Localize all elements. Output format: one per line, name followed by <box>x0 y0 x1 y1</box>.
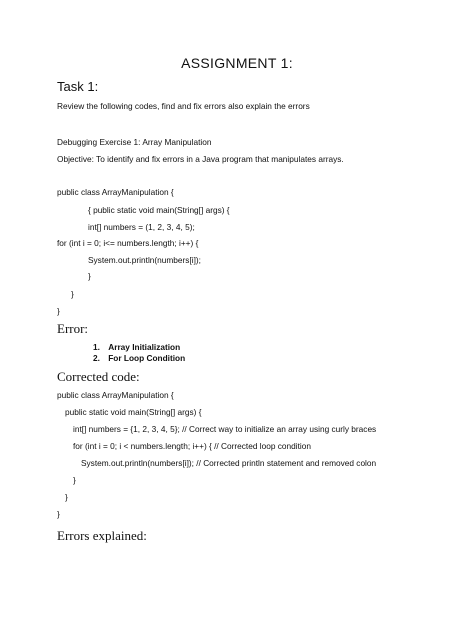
code-line: } <box>57 509 60 519</box>
code-line: public static void main(String[] args) { <box>65 407 202 417</box>
code-line: System.out.println(numbers[i]); // Corrected println statement and removed colon <box>81 458 377 468</box>
code-line: int[] numbers = (1, 2, 3, 4, 5); <box>88 222 195 232</box>
code-line: } <box>88 271 91 281</box>
page-title: ASSIGNMENT 1: <box>181 55 293 71</box>
code-line: } <box>73 475 76 485</box>
error-item <box>93 342 180 352</box>
code-line: int[] numbers = {1, 2, 3, 4, 5}; // Correct way to initialize an array using curly braces <box>73 424 377 434</box>
task-heading: Task 1: <box>57 79 99 94</box>
code-line: public class ArrayManipulation { <box>57 187 174 197</box>
error-text: Array Initialization <box>108 342 181 352</box>
code-line: System.out.println(numbers[i]); <box>88 255 201 265</box>
code-line: } <box>71 289 74 299</box>
corrected-heading: Corrected code: <box>57 369 140 384</box>
code-line: } <box>57 306 60 316</box>
code-line: for (int i = 0; i < numbers.length; i++) { // Corrected loop condition <box>73 441 311 451</box>
code-line: for (int i = 0; i<= numbers.length; i++) { <box>57 238 199 248</box>
exercise-title: Debugging Exercise 1: Array Manipulation <box>57 137 212 147</box>
error-text: For Loop Condition <box>108 353 186 363</box>
code-line: public class ArrayManipulation { <box>57 390 174 400</box>
error-heading: Error: <box>57 321 89 336</box>
objective: Objective: To identify and fix errors in a Java program that manipulates arrays. <box>57 154 344 164</box>
error-number: 2. <box>93 353 100 363</box>
error-number: 1. <box>93 342 100 352</box>
error-item <box>93 353 185 363</box>
errors-explained-heading: Errors explained: <box>57 528 147 543</box>
code-line: { public static void main(String[] args) { <box>88 205 230 215</box>
code-line: } <box>65 492 68 502</box>
task-instruction: Review the following codes, find and fix errors also explain the errors <box>57 101 310 111</box>
